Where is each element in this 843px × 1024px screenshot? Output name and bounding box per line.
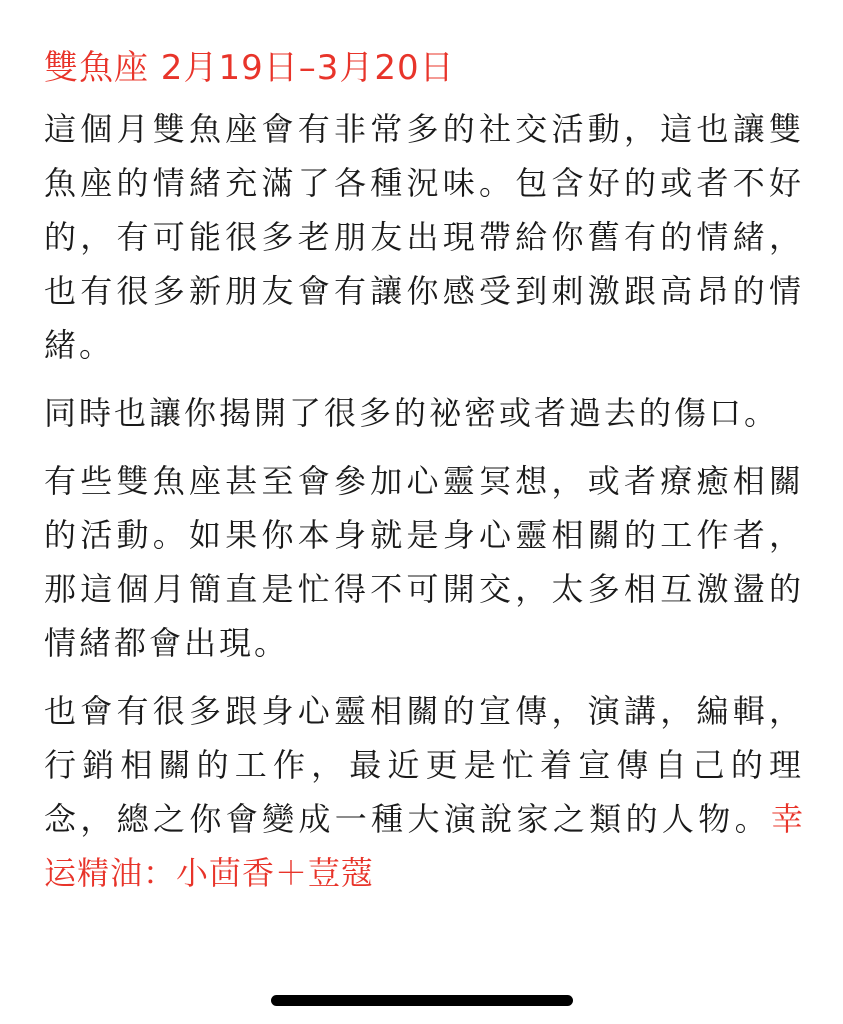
home-indicator[interactable] <box>271 995 573 1006</box>
horoscope-article <box>44 40 804 914</box>
paragraph-promotion-text: 也會有很多跟身心靈相關的宣傳，演講，編輯，行銷相關的工作，最近更是忙着宣傳自己的理念，總之你會變成一種大演說家之類的人物。 <box>44 692 804 838</box>
paragraph-social-activities: 這個月雙魚座會有非常多的社交活動，這也讓雙魚座的情緒充滿了各種況味。包含好的或者不好的，有可能很多老朋友出現帶給你舊有的情緒，也有很多新朋友會有讓你感受到刺激跟高昂的情緒。 <box>44 110 804 364</box>
lucky-oil-text: 幸运精油：小茴香＋荳蔻 <box>44 800 804 892</box>
zodiac-heading: 雙魚座 2月19日–3月20日 <box>44 48 455 88</box>
paragraph-promotion <box>44 684 804 900</box>
paragraph-secrets: 同時也讓你揭開了很多的祕密或者過去的傷口。 <box>44 394 780 432</box>
paragraph-meditation: 有些雙魚座甚至會參加心靈冥想，或者療癒相關的活動。如果你本身就是身心靈相關的工作者，那這個月簡直是忙得不可開交，太多相互激盪的情緒都會出現。 <box>44 462 804 662</box>
